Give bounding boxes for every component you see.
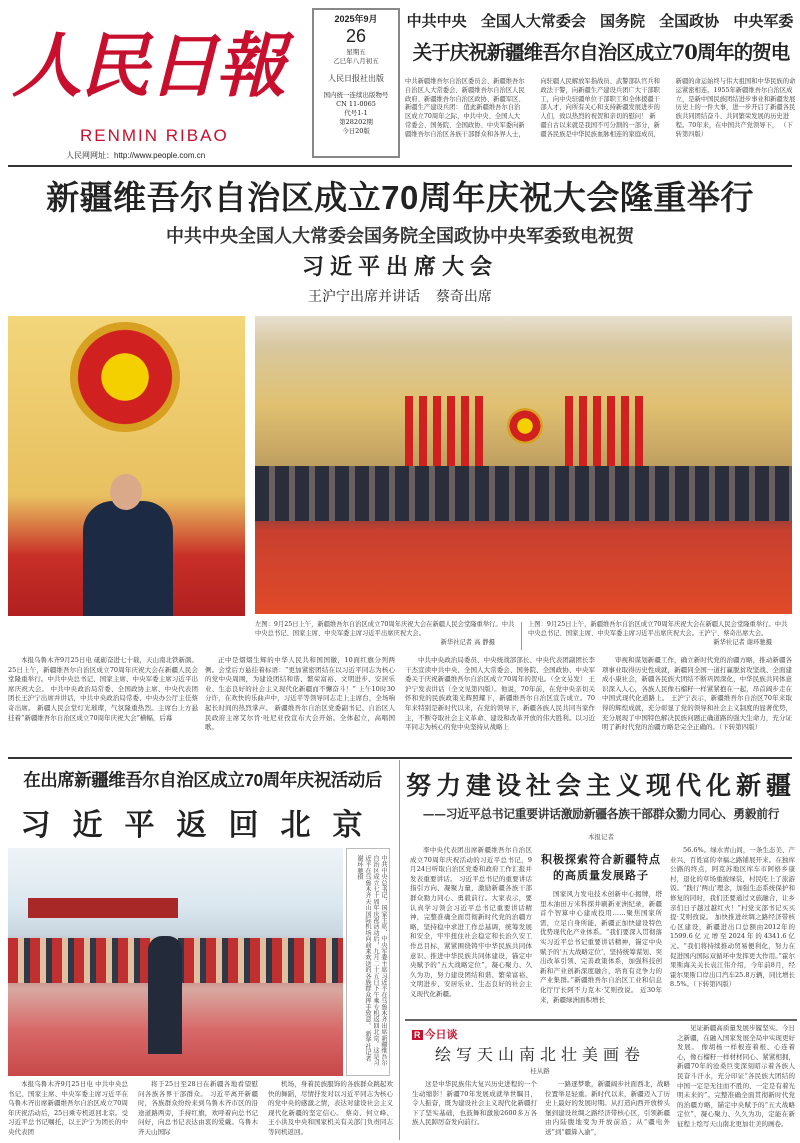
- return-headline[interactable]: 习近平返回北京: [20, 809, 385, 842]
- jump-link[interactable]: （下转第四版）: [675, 121, 793, 138]
- red-flags-left: [405, 396, 485, 466]
- lead-column-2: 正中是熠熠生辉的中华人民共和国国徽，10面红旗分列两侧。会堂后方悬挂着标语：“更加紧密团结在以习近平同志为核心的党中央周围，为建设团结和谐、繁荣富裕、文明进步、安居乐业、生态良好的社会主义现代化新疆而不懈奋斗！” 上午10时30分许，在欢快的乐曲声中，习近平等领导同志走上主席台，全场响起长时间的热烈掌声。 新疆维吾尔自治区党委副书记、自治区人民政府主席艾尔肯·吐尼亚孜宣布大会开始。全体起立，高唱国歌。: [205, 656, 395, 732]
- publisher: 人民日报社出版: [328, 74, 384, 83]
- masthead-logo-en: RENMIN RIBAO: [80, 126, 229, 145]
- caption-left-text: 左图：9月25日上午，新疆维吾尔自治区成立70周年庆祝大会在新疆人民会堂隆重举行。中共中央总书记、国家主席、中央军委主席习近平出席庆祝大会。: [255, 621, 515, 637]
- lead-column-3: 中共中央政治局委员、中央统战部部长、中央代表团副团长李干杰宣读中共中央、全国人大常委会、国务院、全国政协、中央军委关于庆祝新疆维吾尔自治区成立70周年的贺电。（全文另发） 王沪宁发表讲话（全文见第四版）。他说，70年前，在党中央亲切关怀和党的民族政策光辉照耀下，新疆维吾尔自治区宣告成立。70年来特别是新时代以来，在党的领导下，新疆各族人民共同当家作主，不断夺取社会主义革命、建设和改革开放的伟大胜利。以习近平同志为核心的党中央坚持从战略上: [405, 656, 595, 732]
- masthead-logo: 人民日報: [12, 24, 284, 107]
- website-url[interactable]: 人民网网址：http://www.people.com.cn: [66, 151, 206, 160]
- photo-caption-vertical: [346, 848, 390, 1076]
- photo-airport-farewell[interactable]: [8, 848, 343, 1076]
- airport-sign: [28, 898, 178, 918]
- year-month: 2025年9月: [334, 14, 378, 24]
- feature-headline[interactable]: 努力建设社会主义现代化新疆: [405, 772, 796, 800]
- commentary-tag-label: 今日谈: [424, 1029, 458, 1041]
- commentary-tag: [412, 1026, 458, 1042]
- commentary-author: 桂从路: [530, 1067, 550, 1075]
- lead-column-4: 审视和谋划新疆工作，确立新时代党的治疆方略，推动新疆各项事业取得历史性成就，新疆同全国一道打赢脱贫攻坚战、全面建成小康社会，新疆各民族大团结不断巩固深化，中华民族共同体意识深入人心，各族人民像石榴籽一样紧紧抱在一起，昂首阔步走在中国式现代化道路上。 王沪宁表示，新疆维吾尔自治区70年来取得的辉煌成就，充分彰显了党的领导和社会主义制度的显著优势，充分展现了中国特色解决民族问题正确道路的强大生命力，充分证明了新时代党的治疆方略是完全正确的。（下转第四版）: [602, 656, 792, 732]
- return-column-3: 机场，身着民族服饰的各族群众跳起欢快的舞蹈，尽情抒发对以习近平同志为核心的党中央的感激之情，表达对建设社会主义现代化新疆的坚定信心。 蔡奇、何立峰、王小洪及中央和国家机关有关部门负责同志等同机返回。: [268, 1080, 393, 1136]
- day: 26: [345, 26, 367, 46]
- lead-headline[interactable]: 新疆维吾尔自治区成立70周年庆祝大会隆重举行: [46, 179, 754, 216]
- commentary-column-3: 见证新疆高质量发展步履坚实。今日之新疆，在融入国家发展全局中实现更好发展。 像胡杨一样根连着根、心连着心，像石榴籽一样材材同心、紧紧相拥，新疆70年的沧桑巨变深刻昭示着各族人民奋斗汗水，充分印证“各民族大团结的中国一定是无往而不胜的、一定是有着光明未来的”。完整准确全面贯彻新时代党的治疆方略，锚定中央赋予的“五大战略定位”，凝心聚力、久久为功，定能在新征程上绘写天山南北更加壮美的画卷。: [677, 1024, 795, 1128]
- photo-assembly-hall[interactable]: [255, 316, 792, 614]
- caption-right: [528, 620, 792, 647]
- caption-left: [255, 620, 515, 647]
- telegram-orgs: 中共中央 全国人大常委会 国务院 全国政协 中央军委: [406, 13, 794, 30]
- divider: [405, 1019, 797, 1021]
- feature-column-2: 国家风力发电技术创新中心揭牌，塔里木油田万米科探井刷新亚洲纪录，新疆首个智算中心建成投用……聚焦国家所需，立足自身所能，新疆正加快建设特色优势现代化产业体系。“我们要深入贯彻落实习近平总书记重要讲话精神，锚定中央赋予的‘五大战略定位’，坚持统筹谋划、突出改革引领、完善政策体系，加强科技创新和产业创新深度融合，培育有竞争力的产业集群。”新疆维吾尔自治区工业和信息化厅厅长阿不力克木·艾则孜说。 近30年来，新疆绿洲面积增长: [540, 890, 662, 1004]
- commentary-column-1: 这是中华民族伟大复兴历史进程的一个生动缩影！新疆70年发展成就举世瞩目，令人振奋，既为建设社会主义现代化新疆打下了坚实基础，也鼓舞和激励2600多万各族人民踔厉奋发向前行。: [412, 1080, 537, 1127]
- caption-right-text: 上图：9月25日上午，新疆维吾尔自治区成立70周年庆祝大会在新疆人民会堂隆重举行。中共中央总书记、国家主席、中央军委主席习近平出席庆祝大会。王沪宁、蔡奇出席大会。: [528, 621, 788, 637]
- telegram-text: 中共新疆维吾尔自治区委员会、新疆维吾尔自治区人大常委会、新疆维吾尔自治区人民政府、新疆维吾尔自治区政协、新疆军区、新疆生产建设兵团： 值此新疆维吾尔自治区成立70周年之际，中共中央、全国人大常委会、国务院、全国政协、中央军委向新疆维吾尔自治区各族干部群众和各界人士，向驻疆人民解放军指战员、武警部队官兵和政法干警，向新疆生产建设兵团广大干部职工，向中央驻疆单位干部职工和全体援疆干部人才，向所有关心和支持新疆发展进步的人们，致以热烈的祝贺和亲切的慰问！ 新疆自古以来就是我国不可分割的一部分，新疆各民族是中华民族血脉相连的家庭成员，新疆的命运始终与伟大祖国和中华民族的命运紧密相连。1955年新疆维吾尔自治区成立，是新中国民族团结进步事业和新疆发展历史上的一件大事，进一步开启了新疆各民族共同团结奋斗、共同繁荣发展的历史进程。70年来，在中国共产党领导下，: [405, 78, 796, 138]
- weekday: 星期五: [346, 48, 366, 56]
- feature-column-3: 56.6%。绿水青山间，一条生态美、产业兴、百姓富的幸福之路铺展开来。在独库公路的终点，阿克苏地区库车市阿格乡康村，退化的草场重披绿装，村民吃上了旅游饭。“践行‘两山’理念，加强生态系统保护和修复的同时，我们还要通过文旅融合，让乡亲们日子越过越红火！”村党支部书记买买提·艾则孜说。 加快推进丝绸之路经济带核心区建设，新疆进出口总额由2012年的1599.6亿元增至2024年的4341.6亿元。“我们将持续推动贸易便利化，努力在促进国内国际双循环中发挥更大作用。”霍尔果斯海关关长袁江伟介绍，今年前8月，经霍尔果斯口岸出口汽车25.8万辆，同比增长8.5%。（下转第四版）: [670, 846, 795, 989]
- photo-credit: 新华社记者 谢环驰摄: [356, 855, 371, 1062]
- figure: [83, 501, 173, 616]
- return-column-1: 本报乌鲁木齐9月25日电 中共中央总书记、国家主席、中央军委主席习近平在乌鲁木齐出席新疆维吾尔自治区成立70周年庆祝活动后，25日乘专机返回北京。受习近平总书记嘱托，以王沪宁为团长的中央代表团: [8, 1080, 128, 1136]
- cn-number: CN 11-0065: [336, 100, 376, 108]
- leaders-row: [255, 466, 792, 521]
- column-divider: [399, 760, 400, 1140]
- lead-subhead-3: 王沪宁出席并讲话 蔡奇出席: [308, 288, 492, 304]
- feature-subhead: 积极探索符合新疆特点的高质量发展路子: [541, 854, 661, 882]
- r-logo-icon: R: [414, 1030, 421, 1040]
- issue-number: 第28202期: [339, 118, 373, 126]
- caption-left-credit: 新华社记者 高 静摄: [440, 639, 495, 646]
- lead-subhead-1: 中共中央全国人大常委会国务院全国政协中央军委致电祝贺: [166, 226, 634, 247]
- code: 代号1-1: [344, 109, 368, 117]
- caption-divider: [521, 622, 522, 650]
- figure: [148, 936, 182, 1054]
- telegram-title[interactable]: 关于庆祝新疆维吾尔自治区成立70周年的贺电: [412, 41, 790, 64]
- feature-column-1: 率中央代表团出席新疆维吾尔自治区成立70周年庆祝活动的习近平总书记，9月24日听取自治区党委和政府工作汇报并发表重要讲话。 习近平总书记的重要讲话指引方向、凝聚力量，激励新疆各族干部群众勠力同心、勇毅前行。大家表示，要认真学习领会习近平总书记重要讲话精神，完整准确全面贯彻新时代党的治疆方略，坚持稳中求进工作总基调，统筹发展和安全，牢牢扭住社会稳定和长治久安工作总目标，紧紧围绕铸牢中华民族共同体意识、推进中华民族共同体建设，锚定中央赋予的“五大战略定位”，凝心聚力、久久为功，努力建设团结和谐、繁荣富裕、文明进步、安居乐业、生态良好的社会主义现代化新疆。: [410, 846, 532, 998]
- lead-subhead-2: 习近平出席大会: [301, 254, 498, 279]
- lead-column-1: 本报乌鲁木齐9月25日电 砥砺奋进七十载，天山南北铁新颜。25日上午，新疆维吾尔自治区成立70周年庆祝大会在新疆人民会堂隆重举行。中共中央总书记、国家主席、中央军委主席习近平出席庆祝大会。 中共中央政治局常委、全国政协主席、中央代表团团长王沪宁出席并讲话，中共中央政治局常委、中央办公厅主任蔡奇出席。 新疆人民会堂灯光璀璨，气氛隆重热烈。主席台上方悬挂着“新疆维吾尔自治区成立70周年庆祝大会”横幅，后幕: [8, 656, 198, 722]
- issn-label: 国内统一连续出版物号: [323, 91, 389, 99]
- lunar-date: 乙巳年八月初五: [333, 57, 379, 65]
- feature-subtitle: ——习近平总书记重要讲话激励新疆各族干部群众勠力同心、勇毅前行: [422, 807, 780, 821]
- feature-byline: 本报记者: [588, 833, 614, 841]
- commentary-title[interactable]: 绘写天山南北壮美画卷: [434, 1047, 645, 1064]
- divider: [8, 165, 792, 167]
- date-box: [312, 8, 400, 158]
- divider: [8, 757, 792, 759]
- telegram-body: [405, 78, 797, 154]
- national-emblem-icon: [70, 322, 180, 432]
- red-flags-right: [565, 396, 645, 466]
- page-count: 今日20版: [342, 127, 370, 135]
- commentary-column-2: 一路逐梦歌，新疆阔步社面西北，战略位置举足轻重。新时代以来，新疆迈入了历史上最好的发展时期。从打造向西开放桥头堡到建设丝绸之路经济带核心区，引领新疆由内陆腹地变为开放前沿；从“疆电外送”到“疆算入渝”，: [545, 1080, 670, 1136]
- return-kicker: 在出席新疆维吾尔自治区成立70周年庆祝活动后: [23, 770, 382, 790]
- figure-head: [110, 474, 142, 510]
- return-column-2: 将于25日至28日在新疆各地看望慰问各族各界干部群众。 习近平离开新疆时，各族群众纷纷来到乌鲁木齐市区的沿途道路两旁，手持红旗，欢呼着向总书记问好，向总书记表达由衷的爱戴。乌鲁木齐天山国际: [138, 1080, 258, 1136]
- photo-caption-text: 中共中央总书记、国家主席、中央军委主席习近平在乌鲁木齐出席新疆维吾尔自治区成立七十周年庆祝活动后，九月二十五日下午乘专机返回北京。这是习近平在乌鲁木齐天山国际机场向前来欢送的各族群众挥手致意。: [364, 855, 387, 1066]
- national-emblem-icon: [507, 408, 543, 444]
- photo-xi-waving[interactable]: [8, 316, 245, 616]
- caption-right-credit: 新华社记者 谢环驰摄: [713, 639, 772, 646]
